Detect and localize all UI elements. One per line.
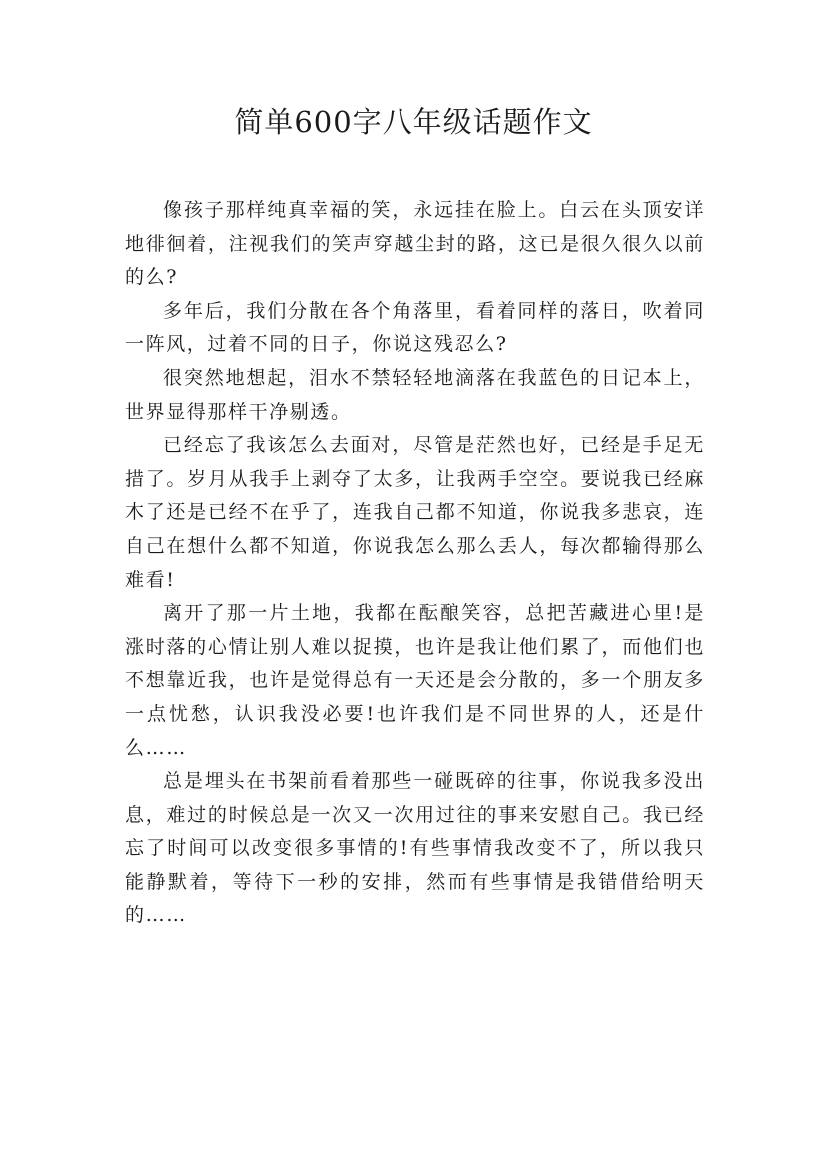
paragraph-3: 很突然地想起，泪水不禁轻轻地滴落在我蓝色的日记本上，世界显得那样干净剔透。 bbox=[125, 366, 705, 423]
paragraph-5: 离开了那一片土地，我都在酝酿笑容，总把苦藏进心里!是涨时落的心情让别人难以捉摸，也许是我让他们累了，而他们也不想靠近我，也许是觉得总有一天还是会分散的，多一个朋友多一点忧愁，认识我没必要!也许我们是不同世界的人，还是什么…… bbox=[125, 602, 705, 759]
paragraph-4: 已经忘了我该怎么去面对，尽管是茫然也好，已经是手足无措了。岁月从我手上剥夺了太多，让我两手空空。要说我已经麻木了还是已经不在乎了，连我自己都不知道，你说我多悲哀，连自己在想什么都不知道，你说我怎么那么丢人，每次都输得那么难看! bbox=[125, 434, 705, 591]
document-body bbox=[125, 194, 705, 933]
document-title: 简单600字八年级话题作文 bbox=[234, 105, 593, 139]
paragraph-1: 像孩子那样纯真幸福的笑，永远挂在脸上。白云在头顶安详地徘徊着，注视我们的笑声穿越尘封的路，这已是很久很久以前的么? bbox=[125, 199, 705, 289]
paragraph-6: 总是埋头在书架前看着那些一碰既碎的往事，你说我多没出息，难过的时候总是一次又一次用过往的事来安慰自己。我已经忘了时间可以改变很多事情的!有些事情我改变不了，所以我只能静默着，等待下一秒的安排，然而有些事情是我错借给明天的…… bbox=[125, 770, 705, 927]
paragraph-2: 多年后，我们分散在各个角落里，看着同样的落日，吹着同一阵风，过着不同的日子，你说这残忍么? bbox=[125, 299, 705, 356]
